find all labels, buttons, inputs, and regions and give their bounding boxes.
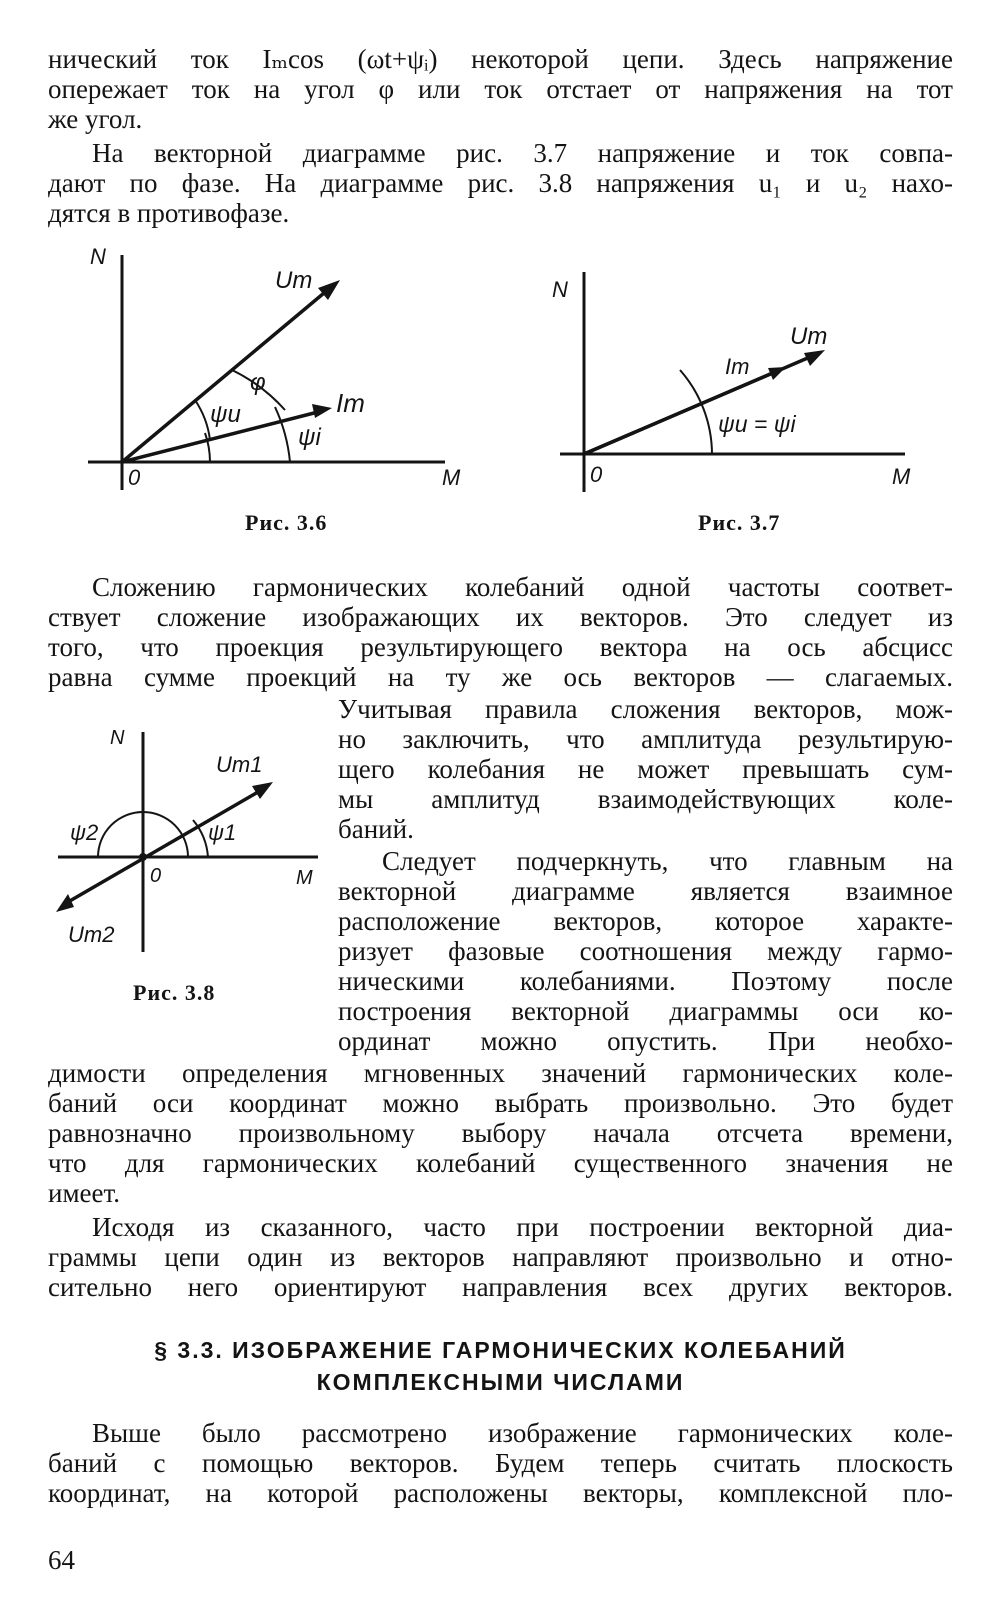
im-arrowhead bbox=[768, 367, 786, 380]
um1-vector bbox=[68, 792, 258, 902]
um1-arrowhead bbox=[252, 782, 273, 799]
text-line: векторной диаграмме является взаимное bbox=[338, 876, 953, 906]
um-label: Um bbox=[275, 267, 313, 294]
psi-i-label: ψi bbox=[298, 424, 321, 451]
text-line: равна сумме проекций на ту же ось векторов — слагаемых. bbox=[48, 662, 953, 692]
um-label: Um bbox=[790, 323, 828, 350]
um2-arrowhead bbox=[56, 894, 74, 912]
psi-u-label: ψu bbox=[210, 401, 241, 428]
figure-3-6 bbox=[60, 240, 480, 500]
text-line: Исходя из сказанного, часто при построении векторной диа- bbox=[92, 1212, 953, 1242]
psi-u-arc bbox=[195, 400, 210, 440]
section-heading-line-2: КОМПЛЕКСНЫМИ ЧИСЛАМИ bbox=[316, 1369, 685, 1395]
text-line: баний. bbox=[338, 814, 414, 844]
text-line: Выше было рассмотрено изображение гармонических коле- bbox=[92, 1418, 953, 1448]
text-line: же угол. bbox=[48, 104, 143, 134]
origin-label: 0 bbox=[590, 462, 603, 487]
origin-label: 0 bbox=[150, 865, 162, 887]
page-number: 64 bbox=[48, 1545, 75, 1575]
text-line: того, что проекция результирующего вектора на ось абсцисс bbox=[48, 632, 953, 662]
text-line: дают по фазе. На диаграмме рис. 3.8 напряжения u₁ и u₂ нахо- bbox=[48, 168, 953, 198]
n-label: N bbox=[110, 727, 125, 749]
um2-label: Um2 bbox=[68, 922, 115, 947]
text-line: щего колебания не может превышать сум- bbox=[338, 754, 953, 784]
um1-label: Um1 bbox=[216, 752, 263, 777]
m-label: M bbox=[442, 465, 461, 490]
figure-3-8 bbox=[48, 722, 328, 962]
text-line: имеет. bbox=[48, 1178, 121, 1208]
text-line: опережает ток на угол φ или ток отстает от напряжения на тот bbox=[48, 74, 953, 104]
figure-3-7 bbox=[540, 262, 920, 502]
text-line: что для гармонических колебаний существенного значения не bbox=[48, 1148, 953, 1178]
text-line: ординат можно опустить. При необхо- bbox=[338, 1026, 953, 1056]
n-label: N bbox=[552, 277, 568, 302]
section-heading-line-1: § 3.3. ИЗОБРАЖЕНИЕ ГАРМОНИЧЕСКИХ КОЛЕБАНИЙ bbox=[154, 1337, 847, 1363]
psi-label: ψu = ψi bbox=[718, 411, 796, 437]
origin-dot bbox=[139, 853, 147, 861]
psi2-label: ψ2 bbox=[70, 820, 99, 845]
psi-i-arc-outer bbox=[275, 407, 290, 462]
text-line: дятся в противофазе. bbox=[48, 198, 290, 228]
text-line: Учитывая правила сложения векторов, мож- bbox=[338, 694, 953, 724]
um-arrowhead bbox=[804, 350, 825, 366]
figure-3-7-caption: Рис. 3.7 bbox=[698, 510, 781, 535]
m-label: M bbox=[892, 464, 911, 489]
text-line: мы амплитуд взаимодействующих коле- bbox=[338, 784, 953, 814]
im-label: Im bbox=[336, 388, 365, 418]
m-label: M bbox=[296, 867, 313, 889]
text-line: Сложению гармонических колебаний одной частоты соответ- bbox=[92, 572, 953, 602]
psi1-label: ψ1 bbox=[208, 820, 237, 845]
text-line: построения векторной диаграммы оси ко- bbox=[338, 996, 953, 1026]
text-line: расположение векторов, которое характе- bbox=[338, 906, 953, 936]
text-line: На векторной диаграмме рис. 3.7 напряжение и ток совпа- bbox=[92, 138, 953, 168]
im-label: Im bbox=[725, 354, 750, 379]
text-line: сительно него ориентируют направления всех других векторов. bbox=[48, 1272, 953, 1302]
phi-label: φ bbox=[250, 369, 266, 396]
text-line: равнозначно произвольному выбору начала отсчета времени, bbox=[48, 1118, 953, 1148]
text-line: баний с помощью векторов. Будем теперь считать плоскость bbox=[48, 1448, 953, 1478]
text-line: нический ток Iₘcos (ωt+ψᵢ) некоторой цепи. Здесь напряжение bbox=[48, 44, 953, 74]
text-line: димости определения мгновенных значений гармонических коле- bbox=[48, 1058, 953, 1088]
text-line: граммы цепи один из векторов направляют произвольно и отно- bbox=[48, 1242, 953, 1272]
im-arrowhead bbox=[312, 404, 332, 418]
text-line: но заключить, что амплитуда результирую- bbox=[338, 724, 953, 754]
origin-label: 0 bbox=[128, 465, 141, 490]
figure-3-8-caption: Рис. 3.8 bbox=[133, 980, 216, 1005]
figure-3-6-caption: Рис. 3.6 bbox=[245, 510, 328, 535]
text-line: ризует фазовые соотношения между гармо- bbox=[338, 936, 953, 966]
text-line: Следует подчеркнуть, что главным на bbox=[382, 846, 953, 876]
text-line: координат, на которой расположены векторы, комплексной пло- bbox=[48, 1478, 953, 1508]
n-label: N bbox=[90, 244, 106, 269]
text-line: ствует сложение изображающих их векторов. Это следует из bbox=[48, 602, 953, 632]
text-line: ническими колебаниями. Поэтому после bbox=[338, 966, 953, 996]
text-line: баний оси координат можно выбрать произвольно. Это будет bbox=[48, 1088, 953, 1118]
